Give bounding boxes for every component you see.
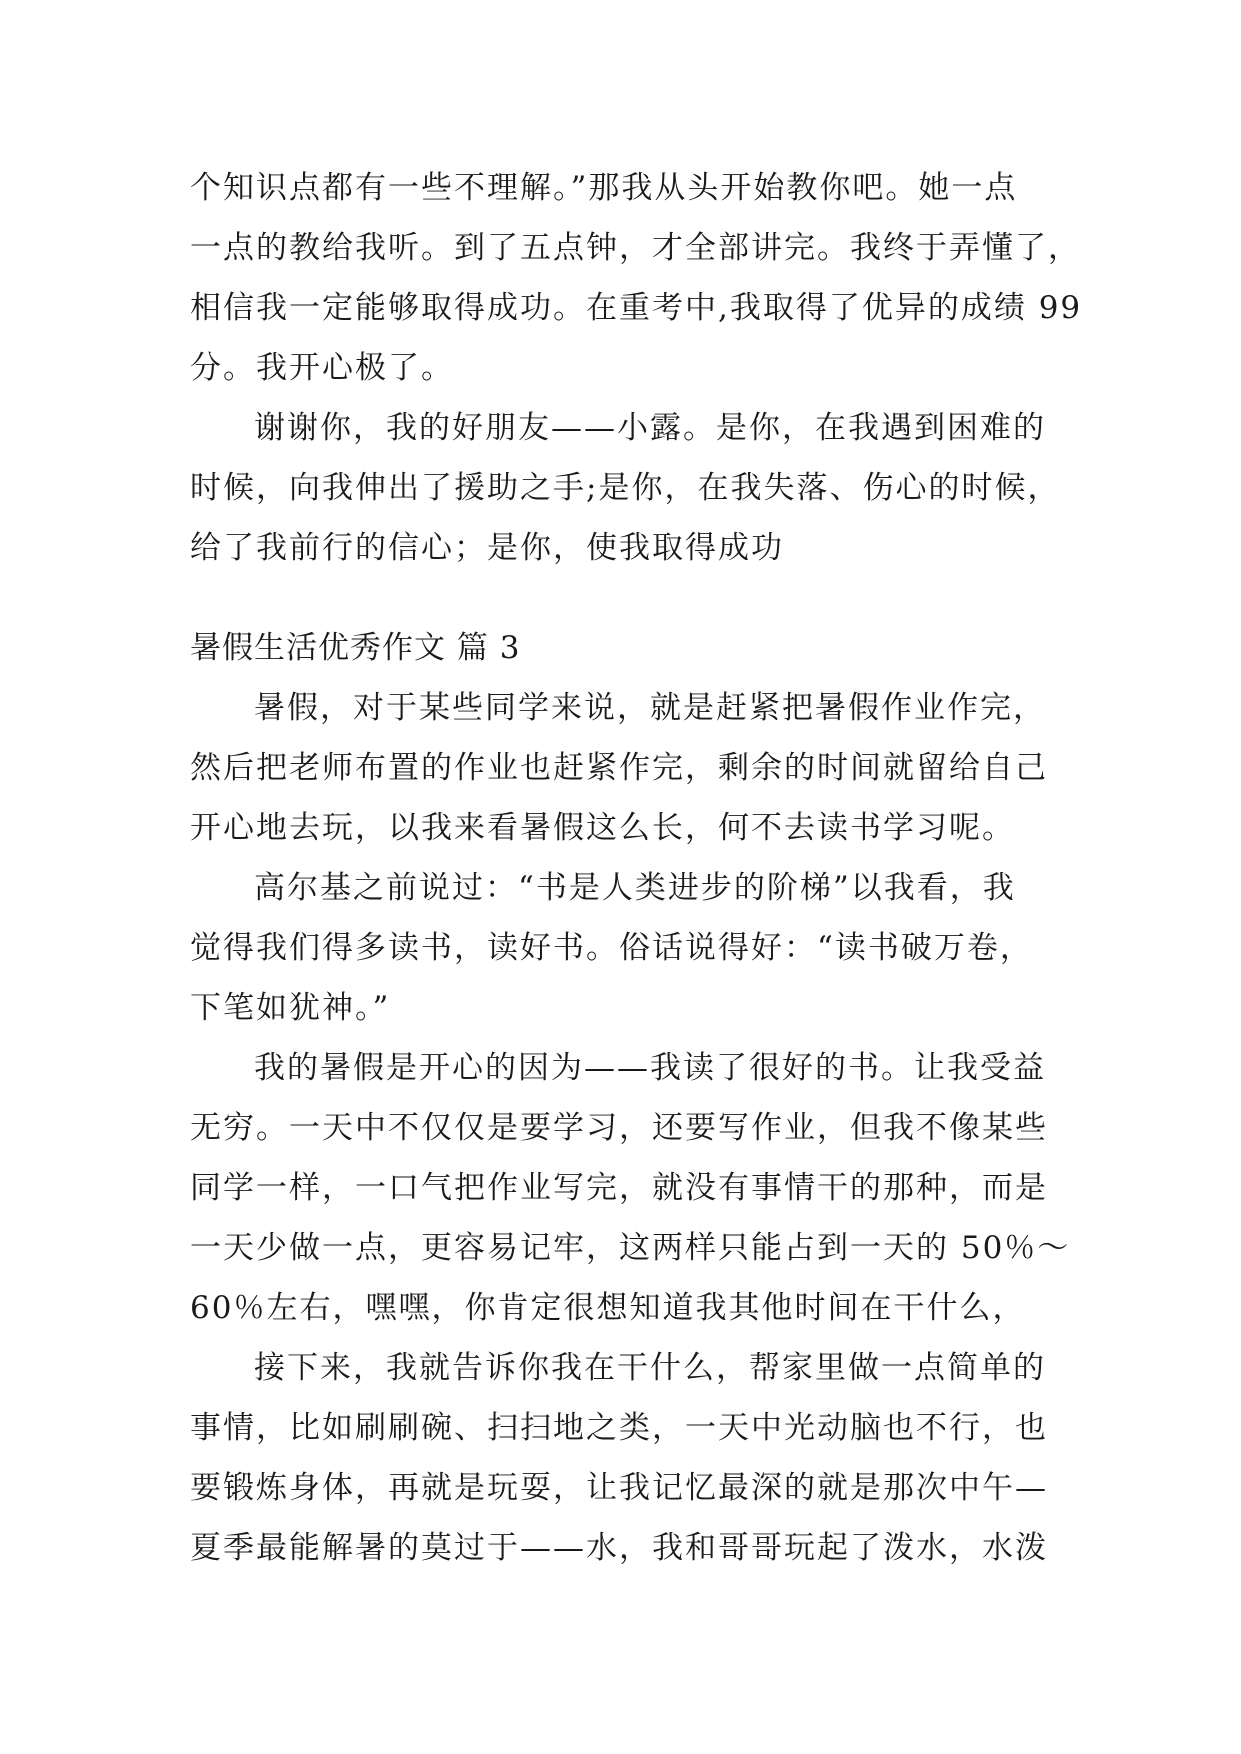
text-line: 下笔如犹神。” — [190, 990, 391, 1026]
text-line: 同学一样，一口气把作业写完，就没有事情干的那种，而是 — [190, 1170, 1048, 1206]
text-line: 给了我前行的信心；是你，使我取得成功 — [190, 530, 784, 566]
text-line: 要锻炼身体，再就是玩耍，让我记忆最深的就是那次中午— — [190, 1470, 1048, 1506]
text-line: 我的暑假是开心的因为——我读了很好的书。让我受益 — [254, 1050, 1046, 1086]
text-line: 谢谢你，我的好朋友——小露。是你，在我遇到困难的 — [254, 410, 1046, 446]
essay-section-3 — [190, 618, 1070, 1578]
text-line: 相信我一定能够取得成功。在重考中,我取得了优异的成绩 99 — [190, 290, 1083, 326]
text-line: 无穷。一天中不仅仅是要学习，还要写作业，但我不像某些 — [190, 1110, 1048, 1146]
essay-continuation — [190, 158, 1083, 578]
text-line: 分。我开心极了。 — [190, 350, 454, 386]
text-line: 接下来，我就告诉你我在干什么，帮家里做一点简单的 — [254, 1350, 1046, 1386]
text-line: 时候，向我伸出了援助之手;是你，在我失落、伤心的时候， — [190, 470, 1061, 506]
text-line: 夏季最能解暑的莫过于——水，我和哥哥玩起了泼水，水泼 — [190, 1530, 1048, 1566]
text-line: 开心地去玩，以我来看暑假这么长，何不去读书学习呢。 — [190, 810, 1015, 846]
text-line: 高尔基之前说过：“书是人类进步的阶梯”以我看，我 — [254, 870, 1016, 906]
text-line: 60％左右，嘿嘿，你肯定很想知道我其他时间在干什么， — [190, 1290, 1026, 1326]
section-heading: 暑假生活优秀作文 篇 3 — [190, 630, 521, 666]
text-line: 然后把老师布置的作业也赶紧作完，剩余的时间就留给自己 — [190, 750, 1048, 786]
text-line: 一点的教给我听。到了五点钟，才全部讲完。我终于弄懂了， — [190, 230, 1081, 266]
text-line: 觉得我们得多读书，读好书。俗话说得好：“读书破万卷， — [190, 930, 1033, 966]
text-line: 一天少做一点，更容易记牢，这两样只能占到一天的 50％～ — [190, 1230, 1071, 1266]
text-line: 暑假，对于某些同学来说，就是赶紧把暑假作业作完， — [254, 690, 1046, 726]
text-line: 个知识点都有一些不理解。”那我从头开始教你吧。她一点 — [190, 170, 1018, 206]
text-line: 事情，比如刷刷碗、扫扫地之类，一天中光动脑也不行，也 — [190, 1410, 1048, 1446]
